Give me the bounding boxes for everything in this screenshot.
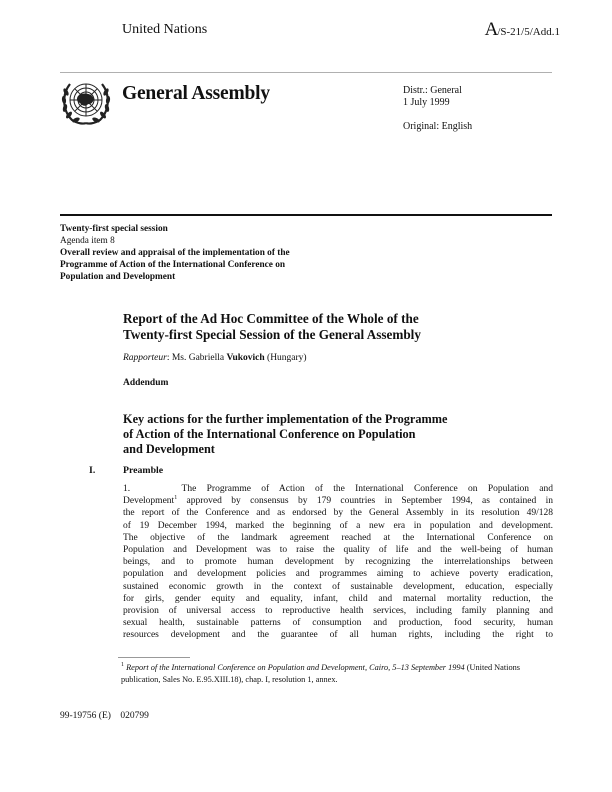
paragraph-line: 1. The Programme of Action of the International Conference on Population and xyxy=(123,484,553,494)
footnote-ref[interactable]: 1 xyxy=(174,495,178,502)
session-divider xyxy=(60,214,552,216)
report-title-line: Report of the Ad Hoc Committee of the Whole of the xyxy=(123,311,419,326)
paragraph-line: of 19 December 1994, marked the beginning of a new era in population and development. xyxy=(123,520,553,531)
agenda-title-line: Programme of Action of the International Conference on xyxy=(60,260,286,270)
subtitle-line: of Action of the International Conference on Population xyxy=(123,427,416,441)
paragraph-line: sustained economic growth in the context of sustainable development, education, especially xyxy=(123,581,553,592)
section-title: Preamble xyxy=(123,465,164,476)
rapporteur-country: (Hungary) xyxy=(264,353,307,363)
paragraph-line: provision of universal access to reproductive health services, including family planning and xyxy=(123,605,553,616)
paragraph-line: resources development and the guarantee of all human rights, including the right to xyxy=(123,630,553,641)
paragraph-text: approved by consensus by 179 countries in September 1994, as contained in xyxy=(177,496,553,507)
rapporteur-prefix: : Ms. Gabriella xyxy=(166,353,227,363)
paragraph-line xyxy=(123,495,553,507)
general-assembly-title: General Assembly xyxy=(122,83,270,104)
document-subtitle xyxy=(123,412,523,457)
section-number: I. xyxy=(89,465,96,476)
distribution-block xyxy=(403,85,462,109)
un-emblem-icon xyxy=(60,76,112,126)
original-language: Original: English xyxy=(403,121,473,132)
report-title-line: Twenty-first Special Session of the General Assembly xyxy=(123,327,421,342)
paragraph-line: the report of the Conference and as endorsed by the General Assembly in its resolution 49/128 xyxy=(123,508,553,519)
subtitle-line: and Development xyxy=(123,442,215,456)
footnote-1 xyxy=(121,662,541,685)
report-title xyxy=(123,311,523,343)
distribution: Distr.: General xyxy=(403,85,462,96)
paragraph-line: Population and Development was to raise the quality of life and the well-being of human xyxy=(123,544,553,555)
rapporteur-line xyxy=(123,353,307,363)
rapporteur-label: Rapporteur xyxy=(123,353,167,363)
session-name: Twenty-first special session xyxy=(60,224,168,234)
paragraph-line: population and development policies and programmes aiming to achieve poverty eradication, xyxy=(123,569,553,580)
agenda-item: Agenda item 8 xyxy=(60,236,115,246)
paragraph-line: for girls, gender equity and equality, infant, child and maternal mortality reduction, the xyxy=(123,593,553,604)
header-divider xyxy=(60,72,552,73)
rapporteur-surname: Vukovich xyxy=(226,353,265,363)
footnote-marker: 1 xyxy=(121,662,124,668)
addendum-heading: Addendum xyxy=(123,378,169,388)
session-info xyxy=(60,223,360,283)
subtitle-line: Key actions for the further implementation of the Programme xyxy=(123,412,448,426)
document-symbol xyxy=(485,19,560,41)
paragraph-1 xyxy=(123,483,553,641)
footnote-citation-title: Report of the International Conference on Population and Development, Cairo, 5–13 September 1994 xyxy=(126,663,465,672)
agenda-title-line: Population and Development xyxy=(60,272,176,282)
document-date: 1 July 1999 xyxy=(403,97,450,108)
footnote-divider xyxy=(118,657,190,658)
agenda-title-line: Overall review and appraisal of the implementation of the xyxy=(60,248,290,258)
paragraph-line: sexual health, sustainable patterns of consumption and production, food security, human xyxy=(123,618,553,629)
footnote-citation-details: (United Nations publication, Sales No. E.95.XIII.18), chap. I, resolution 1, annex. xyxy=(121,663,520,684)
document-symbol-rest: /S-21/5/Add.1 xyxy=(497,26,560,38)
paragraph-line: The objective of the landmark agreement reached at the International Conference on xyxy=(123,532,553,543)
document-symbol-prefix: A xyxy=(484,19,498,40)
organization-name: United Nations xyxy=(122,22,208,37)
paragraph-text: Development xyxy=(123,496,175,507)
document-number: 99-19756 (E) 020799 xyxy=(60,711,149,721)
paragraph-line: beings, and to promote human development by recognizing the interrelationships between xyxy=(123,557,553,568)
